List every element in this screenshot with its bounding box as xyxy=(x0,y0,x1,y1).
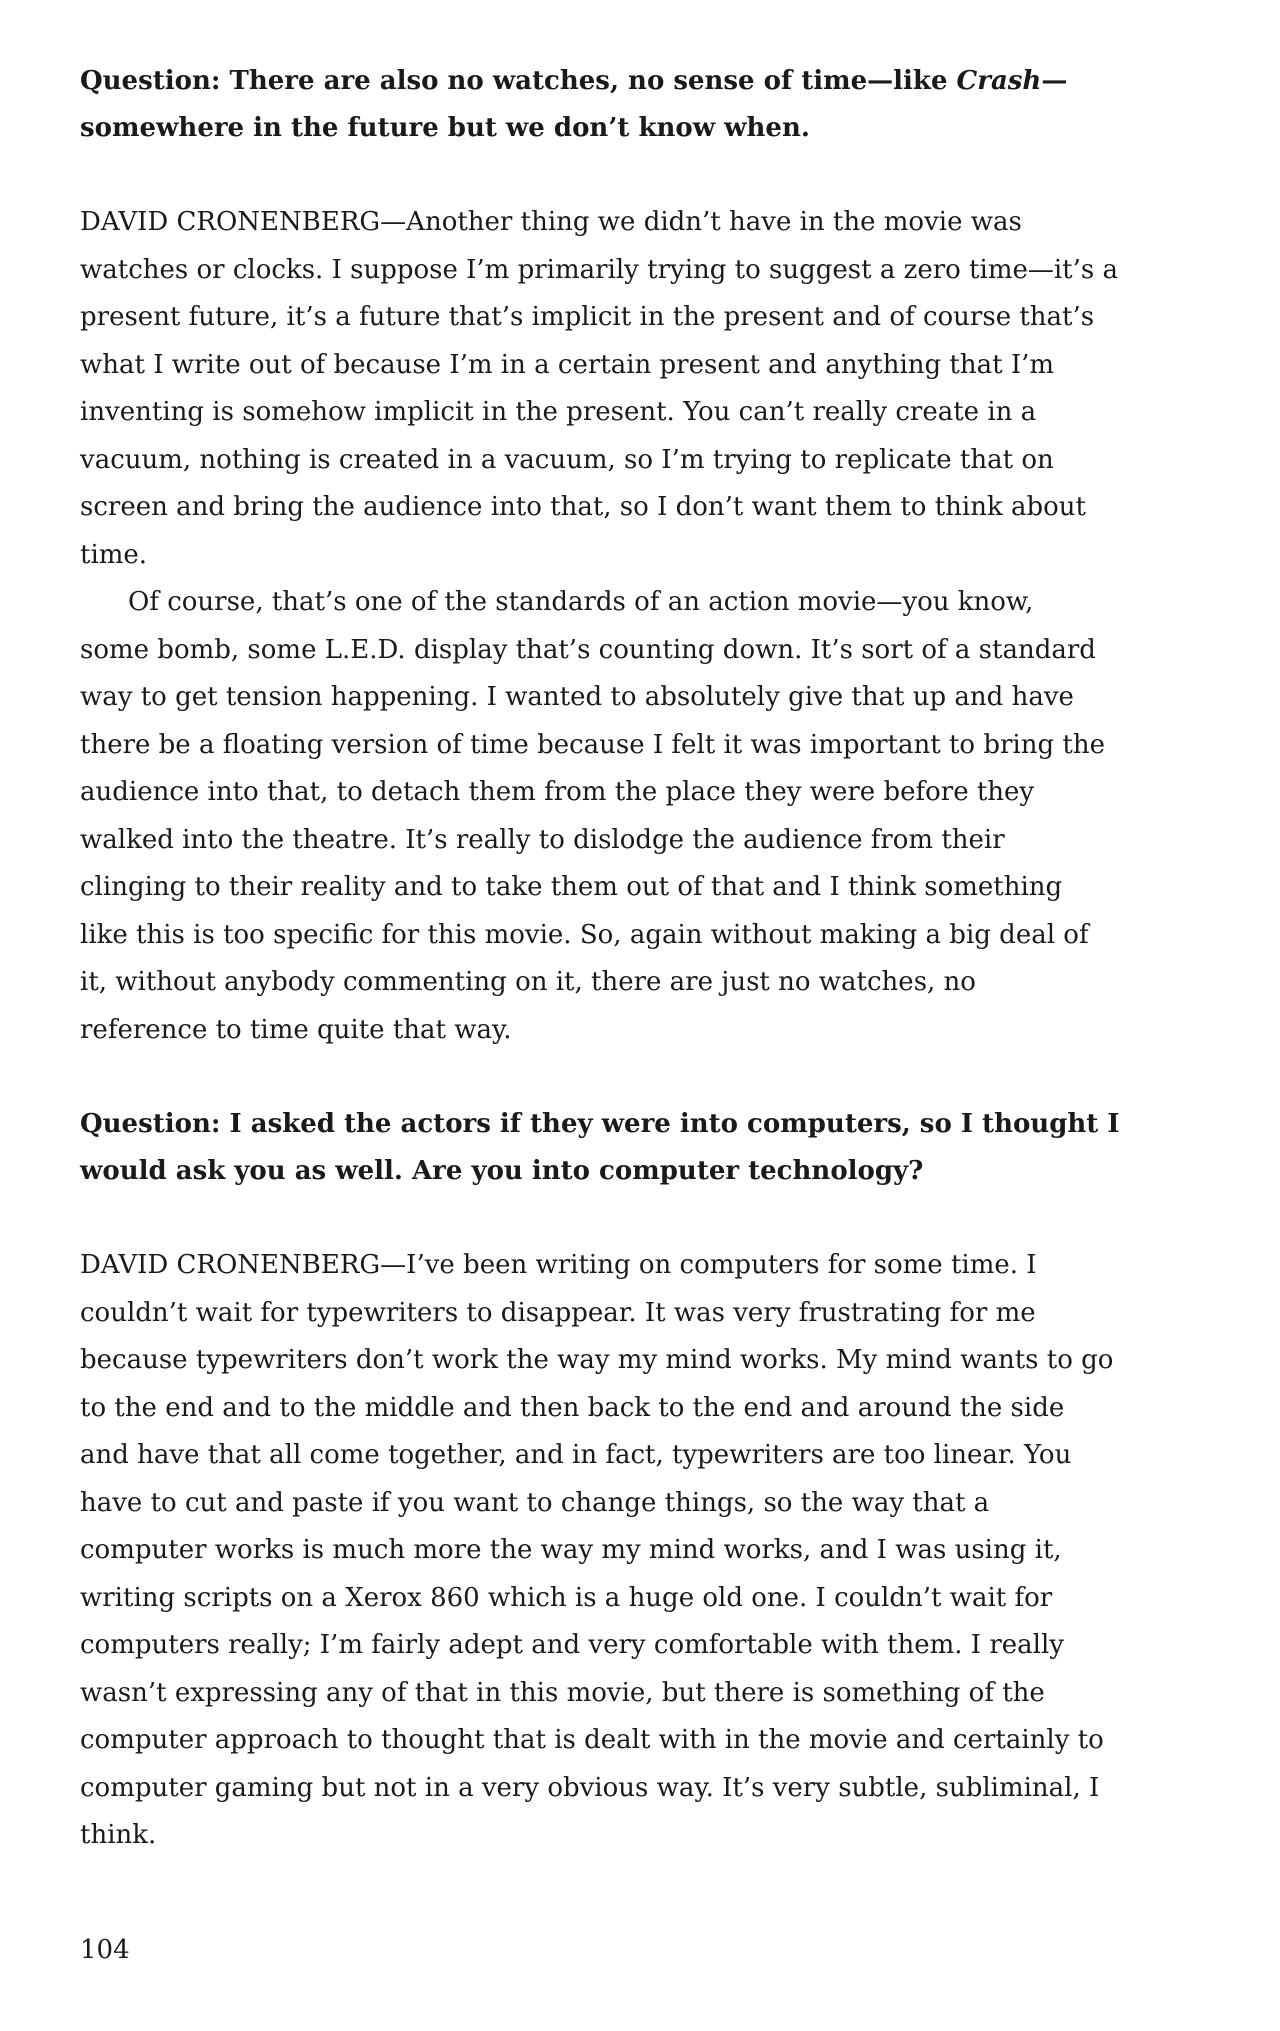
answer-line: some bomb, some L.E.D. display that’s counting down. It’s sort of a standard xyxy=(80,634,1096,665)
spacer xyxy=(80,1195,1180,1242)
page-number: 104 xyxy=(80,1935,130,1965)
answer-line: DAVID CRONENBERG—Another thing we didn’t have in the movie was xyxy=(80,207,1022,237)
answer-line: writing scripts on a Xerox 860 which is a huge old one. I couldn’t wait for xyxy=(80,1582,1053,1613)
answer-line: watches or clocks. I suppose I’m primarily trying to suggest a zero time—it’s a xyxy=(80,254,1118,285)
answer-line: wasn’t expressing any of that in this movie, but there is something of the xyxy=(80,1677,1045,1708)
page-body xyxy=(80,58,1180,1860)
answer-line: there be a floating version of time because I felt it was important to bring the xyxy=(80,729,1105,760)
answer-line: screen and bring the audience into that, so I don’t want them to think about xyxy=(80,492,1086,522)
answer-1-paragraph-2 xyxy=(80,579,1180,1054)
answer-line: audience into that, to detach them from the place they were before they xyxy=(80,777,1035,807)
answer-line: couldn’t wait for typewriters to disappear. It was very frustrating for me xyxy=(80,1297,1036,1328)
answer-1-paragraph-1 xyxy=(80,199,1180,579)
question-1-line: somewhere in the future but we don’t know when. xyxy=(80,113,810,143)
answer-line: what I write out of because I’m in a certain present and anything that I’m xyxy=(80,349,1055,380)
spacer xyxy=(80,1054,1180,1101)
answer-line: because typewriters don’t work the way my mind works. My mind wants to go xyxy=(80,1345,1114,1375)
answer-line: reference to time quite that way. xyxy=(80,1014,512,1045)
answer-line: computer gaming but not in a very obvious way. It’s very subtle, subliminal, I xyxy=(80,1772,1100,1803)
answer-line: computer works is much more the way my mind works, and I was using it, xyxy=(80,1535,1062,1565)
answer-line: have to cut and paste if you want to change things, so the way that a xyxy=(80,1487,990,1518)
question-2 xyxy=(80,1101,1180,1195)
spacer xyxy=(80,152,1180,199)
answer-line: Of course, that’s one of the standards of an action movie—you know, xyxy=(128,587,1034,617)
answer-line: inventing is somehow implicit in the present. You can’t really create in a xyxy=(80,397,1037,427)
answer-2-paragraph xyxy=(80,1242,1180,1860)
answer-line: to the end and to the middle and then back to the end and around the side xyxy=(80,1392,1065,1423)
question-2-line: would ask you as well. Are you into computer technology? xyxy=(80,1156,924,1186)
answer-line: vacuum, nothing is created in a vacuum, so I’m trying to replicate that on xyxy=(80,444,1054,475)
answer-line: computer approach to thought that is dealt with in the movie and certainly to xyxy=(80,1725,1104,1755)
answer-line: computers really; I’m fairly adept and very comfortable with them. I really xyxy=(80,1630,1064,1660)
answer-line: like this is too specific for this movie. So, again without making a big deal of xyxy=(80,919,1089,950)
answer-line: walked into the theatre. It’s really to dislodge the audience from their xyxy=(80,824,1005,855)
question-1-line: Question: There are also no watches, no sense of time—like Crash— xyxy=(80,66,1068,96)
answer-line: way to get tension happening. I wanted to absolutely give that up and have xyxy=(80,682,1074,712)
answer-line: think. xyxy=(80,1820,157,1850)
answer-line: time. xyxy=(80,539,148,570)
answer-line: clinging to their reality and to take them out of that and I think something xyxy=(80,872,1063,902)
answer-line: and have that all come together, and in fact, typewriters are too linear. You xyxy=(80,1440,1072,1470)
answer-line: DAVID CRONENBERG—I’ve been writing on computers for some time. I xyxy=(80,1250,1037,1280)
answer-line: present future, it’s a future that’s implicit in the present and of course that’s xyxy=(80,302,1095,332)
question-2-line: Question: I asked the actors if they were into computers, so I thought I xyxy=(80,1109,1120,1139)
question-1 xyxy=(80,58,1180,152)
answer-line: it, without anybody commenting on it, there are just no watches, no xyxy=(80,967,976,997)
